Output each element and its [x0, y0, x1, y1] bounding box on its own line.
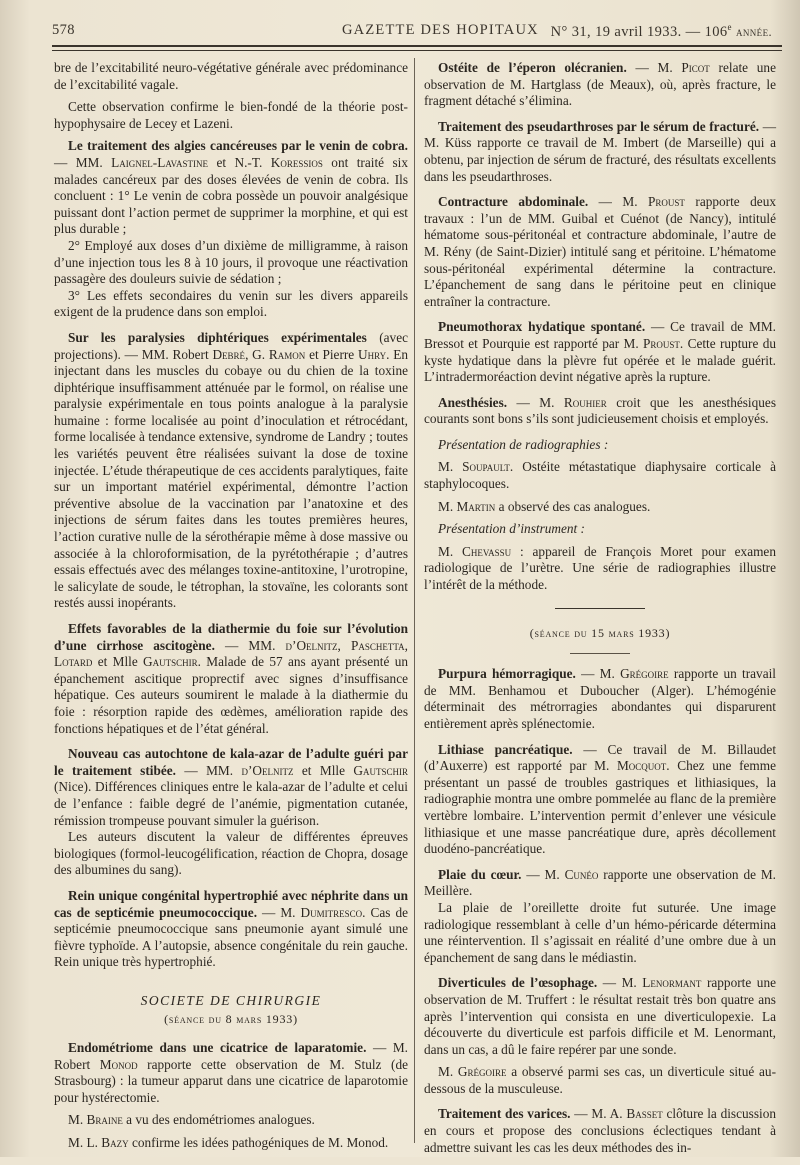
article-title: Sur les paralysies diphtériques expérimentales [68, 329, 367, 345]
header-rule [52, 45, 782, 47]
author-name: Uhry [358, 346, 387, 362]
article-diathermie: Effets favorables de la diathermie du foie sur l’évolution d’une cirrhose ascitogène. — MM. d’Oelnitz, Paschetta, Lotard et Mlle Gautschir. Malade de 57 ans ayant présenté un épanchement ascitique proprectif avec signes d’insuffisance hépatique. Ces auteurs soumirent le malade à la diathermie du foie : résorption rapide des œdèmes, amélioration rapide des fonctions hépatiques et de l’état général. [54, 621, 408, 736]
article-title: Traitement des pseudarthroses par le sérum de fracturé. [438, 118, 760, 134]
header-rule-thin [52, 50, 782, 51]
section-rule [555, 608, 645, 609]
paragraph: 2° Employé aux doses d’un dixième de milligramme, à raison d’une injection tous les 8 à 10 jours, il provoque une réactivation passagère des douleurs suivie de sédation ; [54, 237, 408, 287]
article-title: Purpura hémorragique. [438, 666, 576, 682]
session-date: (séance du 8 mars 1933) [164, 1012, 298, 1027]
column-divider [414, 58, 415, 1143]
article-olecrane: Ostéite de l’éperon olécranien. — M. Picot relate une observation de M. Hartglass (de Meaux), où, après fracture, le fragment détaché s’élimina. [424, 60, 776, 109]
right-column [424, 60, 776, 1165]
author-name: Proust [643, 335, 680, 351]
article-oesophage: Diverticules de l’œsophage. — M. Lenormant rapporte une observation de M. Truffert : le résultat restait très bon quatre ans après l’intervention qui consista en une diverticulopexie. La découverte du diverticule est parfois difficile et M. Lenormant, dans un cas, a dû le faire repérer par une sonde. M. Grégoire a observé parmi ses cas, un diverticule situé au-dessous de la musculeuse. [424, 975, 776, 1096]
author-name: Chevassu [461, 543, 512, 559]
article-anesthesies: Anesthésies. — M. Rouhier croit que les anesthésiques courants sont bons s’ils sont judicieusement choisis et employés. [424, 394, 776, 427]
author-name: Bazy [101, 1135, 129, 1151]
author-name: Laignel-Lavastine [111, 154, 208, 170]
author-name: Gautschir [143, 654, 198, 670]
article-endometriome: Endométriome dans une cicatrice de laparatomie. — M. Robert Monod rapporte cette observation de M. Stulz (de Strasbourg) : la tumeur apparut dans une cicatrice de laparotomie pour hystérectomie. M. Braine a vu des endométriomes analogues. M. L. Bazy confirme les idées pathogéniques de M. Monod. [54, 1040, 408, 1151]
article-title: Pneumothorax hydatique spontané. [438, 319, 646, 335]
author-name: Cunéo [564, 866, 599, 882]
author-name: Soupault [462, 459, 510, 475]
society-heading: SOCIETE DE CHIRURGIE [140, 992, 322, 1008]
article-rein-unique: Rein unique congénital hypertrophié avec néphrite dans un cas de septicémie pneumococcique. — M. Dumitresco. Cas de septicémie pneumococcique sans pneumonie ayant simulé une fièvre typhoïde. A l’autopsie, absence congénitale du rein gauche. Rein unique très hypertrophié. [54, 887, 408, 970]
article-title: Plaie du cœur. [438, 866, 522, 882]
author-name: Monod [99, 1056, 138, 1072]
article-varices: Traitement des varices. — M. A. Basset clôture la discussion en cours et propose des conclusions éclectiques tendant à admettre suivant les cas les deux méthodes des in- [424, 1106, 776, 1155]
journal-title: GAZETTE DES HOPITAUX [342, 22, 539, 38]
presentation-heading: Présentation de radiographies : [438, 436, 609, 452]
article-diphterie: Sur les paralysies diphtériques expérimentales (avec projections). — MM. Robert Debré, G. Ramon et Pierre Uhry. En injectant dans les muscles du cobaye ou du chien de la toxine diphtérique insuffisamment atténuée par le formol, on réalise une paralysie expérimentale en tous points analogue à la paralysie humaine : forme localisée au point d’inoculation et rétrocédant, forme localisée à tendance extensive, syndrome de Landry ; toutes les variétés peuvent être réalisées suivant la dose de toxine injectée. L’étude thérapeutique de ces accidents paralytiques, faite sur un important matériel expérimental, démontre l’action préventive absolue de la vaccination par l’anatoxine et des injections de sérum faites dans les toutes premières heures, l’action curative nulle de la sérothérapie même à dose massive ou associée à la chloroformisation, de la pyrétothérapie ; d’autres essais effectués avec des mélanges toxine-antitoxine, l’urotropine, le salicylate de soude, le tétrophan, la stovaïne, les colorants sont restés aussi inopérants. [54, 329, 408, 611]
article-kala-azar: Nouveau cas autochtone de kala-azar de l’adulte guéri par le traitement stibée. — MM. d’Oelnitz et Mlle Gautschir (Nice). Différences cliniques entre le kala-azar de l’adulte et celui de l’enfance : faible degré de l’anémie, pigmentation cutanée, rémission trompeuse pouvant simuler la guérison. Les auteurs discutent la valeur de différentes épreuves biologiques (formol-leucogélification, réaction de Chopra, dosage des albumines du sang). [54, 746, 408, 878]
paragraph: Les auteurs discutent la valeur de différentes épreuves biologiques (formol-leucogélification, réaction de Chopra, dosage des albumines du sang). [54, 829, 408, 878]
presentation-item: M. Chevassu : appareil de François Moret pour examen radiologique de l’urètre. Une série de radiographies illustre l’intérêt de la méthode. [424, 543, 776, 593]
author-name: Lenormant [642, 975, 702, 991]
article-title: Rein unique congénital hypertrophié avec néphrite dans un cas de septicémie pneumococcique. [54, 887, 408, 920]
author-name: Mocquot [616, 758, 667, 774]
article-title: Endométriome dans une cicatrice de laparatomie. [68, 1040, 367, 1056]
left-column [54, 60, 408, 1161]
article-pneumothorax: Pneumothorax hydatique spontané. — Ce travail de MM. Bressot et Pourquie est rapporté par M. Proust. Cette rupture du kyste hydatique dans la plèvre fut opérée et le malade guérit. L’intradermoréaction devint négative après la rupture. [424, 319, 776, 385]
issue-info: N° 31, 19 avril 1933. — 106e année. [550, 22, 772, 40]
paragraph: La plaie de l’oreillette droite fut suturée. Une image radiologique ressemblant à celle d’un hémo-péricarde détermina une réintervention. Il s’agissait en réalité d’une ombre due à un épanchement de sang dans le médiastin. [424, 899, 776, 965]
article-title: Traitement des varices. [438, 1106, 571, 1122]
author-name: Picot [681, 60, 710, 75]
session-date: (séance du 15 mars 1933) [529, 625, 671, 640]
presentation-item: M. Soupault. Ostéite métastatique diaphysaire corticale à staphylocoques. [424, 459, 776, 492]
author-name: Lotard [54, 654, 93, 670]
article-title: Lithiase pancréatique. [438, 741, 573, 757]
author-name: Rouhier [563, 394, 607, 410]
author-name: Braine [86, 1112, 123, 1128]
article-title: Le traitement des algies cancéreuses par le venin de cobra. [68, 138, 408, 154]
author-name: Proust [648, 194, 685, 210]
paragraph: Cette observation confirme le bien-fondé de la théorie post-hypophysaire de Lecey et Lazeni. [54, 99, 408, 131]
author-name: Martin [456, 498, 496, 514]
author-name: d’Oelnitz [285, 637, 338, 653]
article-purpura: Purpura hémorragique. — M. Grégoire rapporte un travail de MM. Benhamou et Duboucher (Alger). L’hémogénie déterminait des métrorragies abondantes qui disparurent entièrement après splénectomie. [424, 666, 776, 731]
article-lithiase: Lithiase pancréatique. — Ce travail de M. Billaudet (d’Auxerre) est rapporté par M. Mocquot. Chez une femme présentant un passé de troubles gastriques et lithiasiques, la radiographie montra une ombre pommelée au flanc de la première vertèbre lombaire. L’intervention permit d’enlever une vésicule lithiasique et une masse pancréatique dure, après décollement duodéno-pancréatique. [424, 741, 777, 857]
presentation-heading: Présentation d’instrument : [438, 521, 585, 537]
article-title: Nouveau cas autochtone de kala-azar de l’adulte guéri par le traitement stibée. [54, 746, 408, 778]
article-title: Contracture abdominale. [438, 194, 589, 210]
page-header [52, 18, 782, 44]
author-name: Grégoire [620, 666, 669, 682]
author-name: Debré [212, 346, 246, 362]
article-title: Anesthésies. [438, 394, 508, 410]
author-name: Dumitresco [300, 904, 363, 920]
paragraph: 3° Les effets secondaires du venin sur les divers appareils exigent de la prudence dans son emploi. [54, 287, 408, 320]
paragraph: bre de l’excitabilité neuro-végétative générale avec prédominance de l’excitabilité vagale. [54, 60, 408, 92]
article-title: Effets favorables de la diathermie du foie sur l’évolution d’une cirrhose ascitogène. [54, 621, 408, 653]
author-name: Ramon [268, 346, 306, 362]
author-name: Koressios [270, 154, 323, 170]
author-name: Basset [626, 1106, 663, 1122]
section-rule-thin [570, 653, 630, 654]
article-plaie-coeur: Plaie du cœur. — M. Cunéo rapporte une observation de M. Meillère. La plaie de l’oreillette droite fut suturée. Une image radiologique ressemblant à celle d’un hémo-péricarde détermina une réintervention. Il s’agissait en réalité d’une ombre due à un épanchement de sang dans le médiastin. [424, 866, 777, 965]
author-name: Paschetta [350, 637, 405, 653]
article-cobra: Le traitement des algies cancéreuses par le venin de cobra. — MM. Laignel-Lavastine et N.-T. Koressios ont traité six malades cancéreux par des doses élevées de venin de cobra. Ils concluent : 1° Le venin de cobra possède un pouvoir analgésique puissant dont l’action permet de supprimer la morphine, et qui est plus durable ; 2° Employé aux doses d’un dixième de milligramme, à raison d’une injection tous les 8 à 10 jours, il provoque une réactivation passagère des douleurs suivie de sédation ; 3° Les effets secondaires du venin sur les divers appareils exigent de la prudence dans son emploi. [54, 138, 409, 320]
author-name: d’Oelnitz [241, 762, 294, 778]
article-title: Ostéite de l’éperon olécranien. [438, 60, 627, 75]
author-name: Grégoire [457, 1064, 507, 1080]
article-contracture: Contracture abdominale. — M. Proust rapporte deux travaux : l’un de MM. Guibal et Cuénot (de Nancy), intitulé hématome sous-péritonéal et contracture abdominale, l’autre de M. Rény (de Saint-Dizier) intitulé sang et péritoine. L’hématome sous-péritonéal expérimental détermine la contracture. L’épanchement de sang dans le péritoine peut en clinique entraîner la contracture. [424, 194, 777, 309]
article-pseudarthroses: Traitement des pseudarthroses par le sérum de fracturé. — M. Küss rapporte ce travail de M. Imbert (de Marseille) qui a obtenu, par injection de sérum de fracturé, des résultats excellents dans les pseudarthroses. [424, 118, 777, 184]
author-name: Gautschir [353, 762, 408, 778]
presentation-item: M. Martin a observé des cas analogues. [438, 498, 651, 514]
article-title: Diverticules de l’œsophage. [438, 975, 598, 991]
page-number: 578 [52, 22, 75, 38]
